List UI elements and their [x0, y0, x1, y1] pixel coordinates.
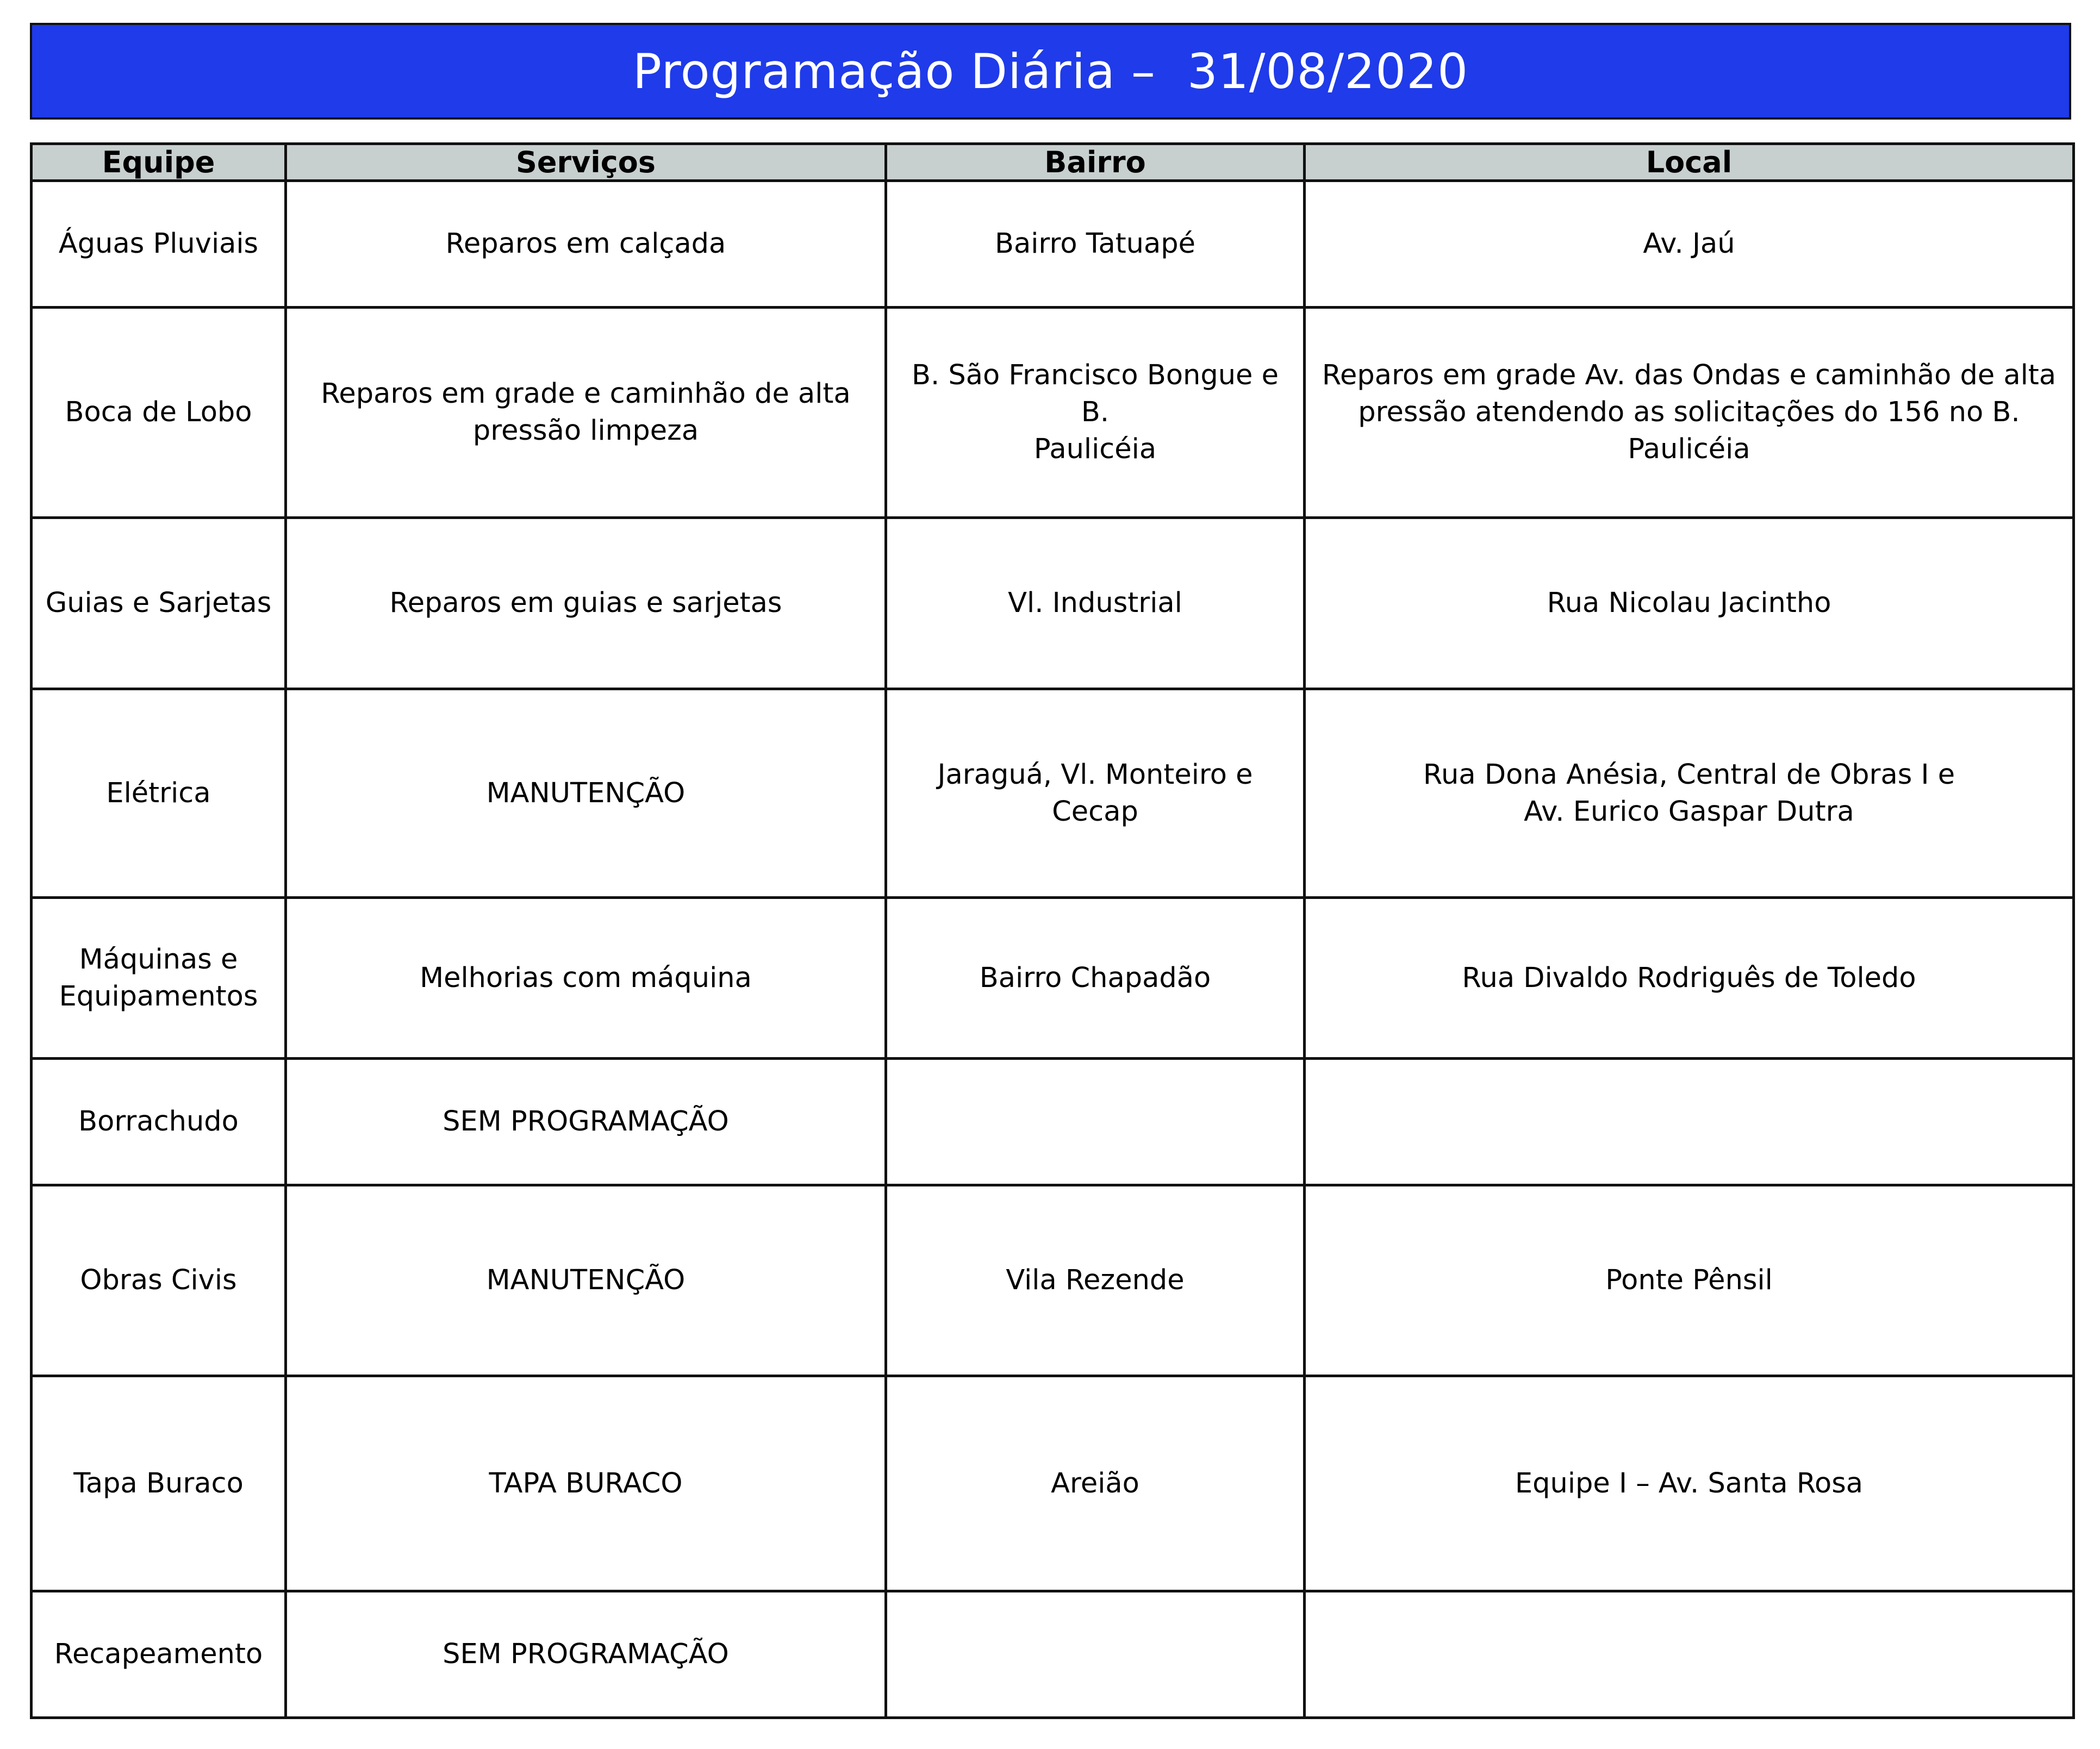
table-row — [32, 1059, 2074, 1185]
cell-equipe: Borrachudo — [32, 1059, 286, 1185]
cell-bairro: B. São Francisco Bongue e B. Paulicéia — [886, 308, 1305, 518]
cell-local: Av. Jaú — [1305, 181, 2074, 308]
header-local: Local — [1305, 144, 2074, 181]
page-title: Programação Diária – 31/08/2020 — [632, 43, 1469, 99]
cell-bairro — [886, 1059, 1305, 1185]
cell-equipe: Guias e Sarjetas — [32, 518, 286, 689]
table-row — [32, 689, 2074, 898]
cell-bairro: Vila Rezende — [886, 1185, 1305, 1376]
cell-bairro: Areião — [886, 1376, 1305, 1591]
cell-servicos: SEM PROGRAMAÇÃO — [286, 1591, 886, 1718]
cell-servicos: Reparos em grade e caminhão de alta pressão limpeza — [286, 308, 886, 518]
table-row — [32, 308, 2074, 518]
table-row — [32, 181, 2074, 308]
cell-local — [1305, 1059, 2074, 1185]
cell-local: Rua Dona Anésia, Central de Obras I e Av. Eurico Gaspar Dutra — [1305, 689, 2074, 898]
cell-equipe: Elétrica — [32, 689, 286, 898]
cell-local: Reparos em grade Av. das Ondas e caminhão de alta pressão atendendo as solicitações do 156 no B. Paulicéia — [1305, 308, 2074, 518]
header-equipe: Equipe — [32, 144, 286, 181]
cell-local: Rua Nicolau Jacintho — [1305, 518, 2074, 689]
table-row — [32, 898, 2074, 1059]
cell-bairro — [886, 1591, 1305, 1718]
cell-bairro: Jaraguá, Vl. Monteiro e Cecap — [886, 689, 1305, 898]
cell-equipe: Águas Pluviais — [32, 181, 286, 308]
table-row — [32, 518, 2074, 689]
cell-servicos: MANUTENÇÃO — [286, 1185, 886, 1376]
cell-local — [1305, 1591, 2074, 1718]
schedule-table — [30, 142, 2075, 1719]
header-servicos: Serviços — [286, 144, 886, 181]
table-row — [32, 1591, 2074, 1718]
cell-local: Ponte Pênsil — [1305, 1185, 2074, 1376]
cell-equipe: Recapeamento — [32, 1591, 286, 1718]
table-row — [32, 1185, 2074, 1376]
cell-servicos: SEM PROGRAMAÇÃO — [286, 1059, 886, 1185]
cell-servicos: Melhorias com máquina — [286, 898, 886, 1059]
cell-equipe: Tapa Buraco — [32, 1376, 286, 1591]
table-header-row — [32, 144, 2074, 181]
cell-equipe: Máquinas e Equipamentos — [32, 898, 286, 1059]
cell-bairro: Bairro Chapadão — [886, 898, 1305, 1059]
header-bairro: Bairro — [886, 144, 1305, 181]
cell-bairro: Bairro Tatuapé — [886, 181, 1305, 308]
cell-local: Rua Divaldo Rodriguês de Toledo — [1305, 898, 2074, 1059]
cell-servicos: Reparos em guias e sarjetas — [286, 518, 886, 689]
cell-equipe: Obras Civis — [32, 1185, 286, 1376]
cell-servicos: TAPA BURACO — [286, 1376, 886, 1591]
cell-equipe: Boca de Lobo — [32, 308, 286, 518]
cell-bairro: Vl. Industrial — [886, 518, 1305, 689]
cell-local: Equipe I – Av. Santa Rosa — [1305, 1376, 2074, 1591]
table-row — [32, 1376, 2074, 1591]
cell-servicos: Reparos em calçada — [286, 181, 886, 308]
cell-servicos: MANUTENÇÃO — [286, 689, 886, 898]
title-bar — [30, 23, 2071, 120]
